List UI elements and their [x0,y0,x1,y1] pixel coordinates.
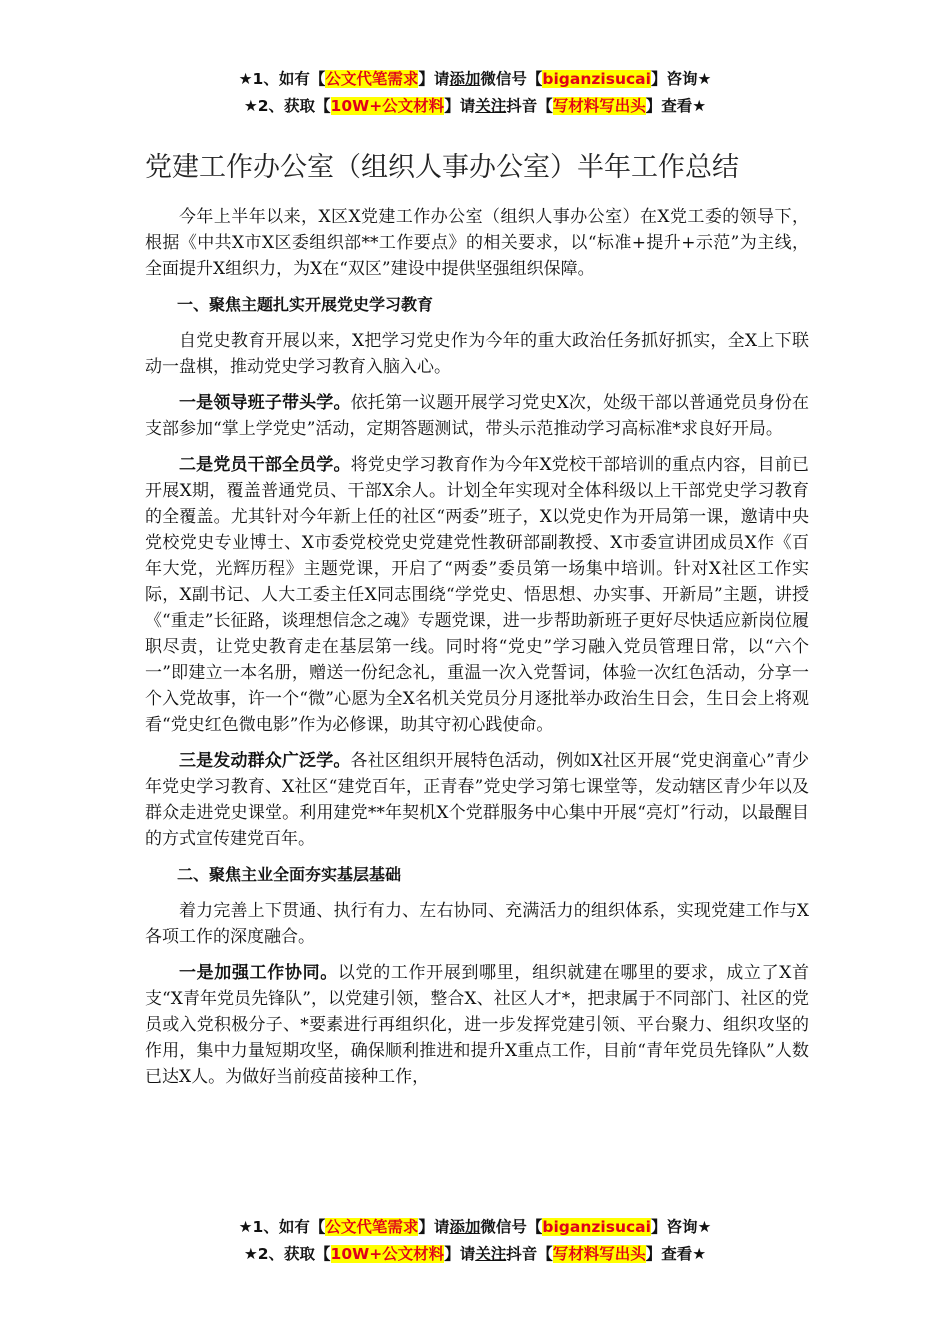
paragraph-lead: 一是领导班子带头学。 [179,393,351,413]
paragraph [145,452,809,738]
promo-banner-bottom [0,1214,950,1268]
promo-text: ★2、获取【 [243,1245,331,1263]
promo-highlight: 公文代笔需求 [325,70,419,88]
section-heading-1: 一、聚焦主题扎实开展党史学习教育 [177,295,434,314]
document-body [145,204,809,1100]
paragraph-lead: 一是加强工作协同。 [179,963,338,983]
section-heading-2: 二、聚焦主业全面夯实基层基础 [177,865,402,884]
promo-text: ★2、获取【 [243,97,331,115]
promo-text: 】咨询★ [650,1218,712,1236]
promo-highlight: 公文代笔需求 [325,1218,419,1236]
promo-highlight-wechat: biganzisucai [542,70,651,88]
promo-highlight-douyin: 写材料写出头 [552,97,646,115]
promo-text: 微信号【 [480,70,543,88]
promo-text: 】查看★ [645,97,707,115]
paragraph-intro: 今年上半年以来，X区X党建工作办公室（组织人事办公室）在X党工委的领导下，根据《中共X市X区委组织部**工作要点》的相关要求，以“标准+提升+示范”为主线，全面提升X组织力，为X在“双区”建设中提供坚强组织保障。 [145,207,809,279]
paragraph: 自党史教育开展以来，X把学习党史作为今年的重大政治任务抓好抓实，全X上下联动一盘棋，推动党史学习教育入脑入心。 [145,331,809,377]
paragraph-text: 各社区组织开展特色活动，例如X社区开展“党史润童心”青少年党史学习教育、X社区“建党百年，正青春”党史学习第七课堂等，发动辖区青少年以及群众走进党史课堂。利用建党**年契机X个党群服务中心集中开展“亮灯”行动，以最醒目的方式宣传建党百年。 [145,751,810,849]
promo-emphasis: 添加 [449,1218,481,1236]
promo-text: ★1、如有【 [238,1218,326,1236]
promo-highlight: 10W+公文材料 [330,97,445,115]
promo-emphasis: 添加 [449,70,481,88]
promo-text: 】查看★ [645,1245,707,1263]
promo-line-2 [0,93,950,120]
paragraph-lead: 二是党员干部全员学。 [179,455,351,475]
paragraph-lead: 三是发动群众广泛学。 [179,751,351,771]
promo-highlight-douyin: 写材料写出头 [552,1245,646,1263]
paragraph: 着力完善上下贯通、执行有力、左右协同、充满活力的组织体系，实现党建工作与X各项工作的深度融合。 [145,901,809,947]
promo-text: 微信号【 [480,1218,543,1236]
paragraph-text: 将党史学习教育作为今年X党校干部培训的重点内容，目前已开展X期，覆盖普通党员、干部X余人。计划全年实现对全体科级以上干部党史学习教育的全覆盖。尤其针对今年新上任的社区“两委”班子，X以党史作为开局第一课，邀请中央党校党史专业博士、X市委党校党史党建党性教研部副教授、X市委宣讲团成员X作《百年大党，光辉历程》主题党课，开启了“两委”委员第一场集中培训。针对X社区工作实际，X副书记、人大工委主任X同志围绕“学党史、悟思想、办实事、开新局”主题，讲授《“重走”长征路，谈理想信念之魂》专题党课，进一步帮助新班子更好尽快适应新岗位履职尽责，让党史教育走在基层第一线。同时将“党史”学习融入党员管理日常，以“六个一”即建立一本名册，赠送一份纪念礼，重温一次入党誓词，体验一次红色活动，分享一个入党故事，许一个“微”心愿为全X名机关党员分月逐批举办政治生日会，生日会上将观看“党史红色微电影”作为必修课，助其守初心践使命。 [145,455,809,735]
promo-line-1 [0,66,950,93]
promo-highlight: 10W+公文材料 [330,1245,445,1263]
promo-emphasis: 关注 [475,1245,507,1263]
paragraph [145,748,809,852]
promo-text: 】咨询★ [650,70,712,88]
promo-text: 抖音【 [506,1245,553,1263]
promo-text: 】请 [418,1218,450,1236]
paragraph-text: 以党的工作开展到哪里，组织就建在哪里的要求，成立了X首支“X青年党员先锋队”，以党建引领，整合X、社区人才*，把隶属于不同部门、社区的党员或入党积极分子、*要素进行再组织化，进一步发挥党建引领、平台聚力、组织攻坚的作用，集中力量短期攻坚，确保顺利推进和提升X重点工作，目前“青年党员先锋队”人数已达X人。为做好当前疫苗接种工作， [145,963,809,1087]
promo-text: 抖音【 [506,97,553,115]
promo-banner-top [0,66,950,120]
document-title: 党建工作办公室（组织人事办公室）半年工作总结 [145,152,739,183]
paragraph-text: 依托第一议题开展学习党史X次，处级干部以普通党员身份在支部参加“掌上学党史”活动，定期答题测试，带头示范推动学习高标准*求良好开局。 [145,393,809,439]
promo-highlight-wechat: biganzisucai [542,1218,651,1236]
promo-text: ★1、如有【 [238,70,326,88]
promo-line-2 [0,1241,950,1268]
promo-text: 】请 [418,70,450,88]
promo-text: 】请 [444,97,476,115]
paragraph [145,390,809,442]
promo-line-1 [0,1214,950,1241]
paragraph [145,960,809,1090]
promo-emphasis: 关注 [475,97,507,115]
promo-text: 】请 [444,1245,476,1263]
